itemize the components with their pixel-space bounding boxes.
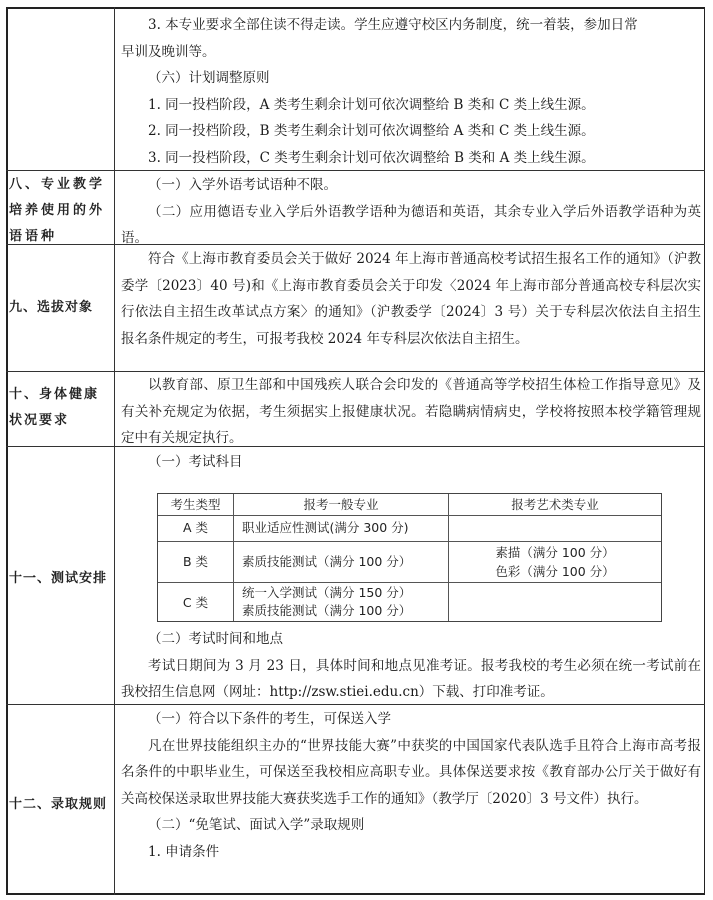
table-cell-type: B 类 bbox=[182, 554, 209, 569]
table-row-divider bbox=[158, 541, 661, 542]
row-label-selection-target: 九、选拔对象 bbox=[9, 300, 94, 315]
list-item: 3. 同一投档阶段，C 类考生剩余计划可依次调整给 B 类和 A 类上线生源。 bbox=[148, 149, 595, 166]
table-header-art: 报考艺术类专业 bbox=[511, 497, 599, 512]
row-foreign-language-content bbox=[121, 172, 701, 252]
paragraph: （二）应用德语专业入学后外语教学语种为德语和英语，其余专业入学后外语教学语种为英语。 bbox=[121, 203, 701, 246]
list-item: 2. 同一投档阶段，B 类考生剩余计划可依次调整给 A 类和 C 类上线生源。 bbox=[148, 123, 595, 139]
paragraph: 早训及晚训等。 bbox=[121, 43, 216, 60]
row-label-foreign-language: 八、专业教学培养使用的外语语种 bbox=[9, 177, 106, 244]
section-heading: （一）符合以下条件的考生，可保送入学 bbox=[148, 711, 391, 727]
paragraph: 以教育部、原卫生部和中国残疾人联合会印发的《普通高等学校招生体检工作指导意见》及有关补充规定为依据，考生须据实上报健康状况。若隐瞒病情病史，学校将按照本校学籍管理规定中有关规定执行。 bbox=[121, 377, 701, 446]
list-item: 1. 申请条件 bbox=[148, 843, 220, 860]
row-label-test-arrangement: 十一、测试安排 bbox=[9, 571, 108, 586]
row-continuation-content bbox=[121, 12, 701, 171]
section-heading: （二）“免笔试、面试入学”录取规则 bbox=[148, 817, 365, 833]
table-cell-art: 色彩（满分 100 分） bbox=[495, 564, 615, 579]
column-divider bbox=[114, 7, 115, 895]
list-item: 1. 同一投档阶段，A 类考生剩余计划可依次调整给 B 类和 C 类上线生源。 bbox=[148, 96, 595, 113]
table-cell-general: 素质技能测试（满分 100 分） bbox=[242, 603, 412, 618]
table-cell-type: C 类 bbox=[182, 595, 209, 610]
section-heading: （二）考试时间和地点 bbox=[148, 631, 283, 647]
table-header-general: 报考一般专业 bbox=[303, 497, 379, 512]
paragraph: 3. 本专业要求全部住读不得走读。学生应遵守校区内务制度，统一着装，参加日常 bbox=[148, 17, 638, 33]
paragraph: 凡在世界技能组织主办的“世界技能大赛”中获奖的中国国家代表队选手且符合上海市高考报名条件的中职毕业生，可保送至我校相应高职专业。具体保送要求按《教育部办公厅关于做好有关高校保送录取世界技能大赛获奖选手工作的通知》（教学厅〔2020〕3 号文件）执行。 bbox=[121, 737, 701, 807]
table-cell-art: 素描（满分 100 分） bbox=[495, 545, 615, 560]
table-header-type: 考生类型 bbox=[170, 497, 221, 512]
table-cell-general: 素质技能测试（满分 100 分） bbox=[242, 554, 412, 569]
paragraph: 符合《上海市教育委员会关于做好 2024 年上海市普通高校考试招生报名工作的通知》（沪教委学〔2023〕40 号)和《上海市教育委员会关于印发〈2024 年上海市部分普通高校专科层次实行依法自主招生改革试点方案〉的通知》（沪教委学〔2024〕3 号）关于专科层次依法自主招生报名条件规定的考生，可报考我校 2024 年专科层次依法自主招生。 bbox=[121, 251, 701, 347]
exam-subjects-table bbox=[157, 493, 662, 622]
row-selection-target-content bbox=[121, 246, 701, 352]
row-test-arrangement-heading bbox=[121, 449, 701, 476]
row-test-arrangement-time bbox=[121, 626, 701, 706]
section-heading: （一）考试科目 bbox=[148, 454, 243, 470]
section-heading: （六）计划调整原则 bbox=[148, 70, 270, 86]
table-cell-general: 统一入学测试（满分 150 分） bbox=[242, 585, 412, 600]
row-label-health-requirements: 十、身体健康状况要求 bbox=[9, 387, 100, 428]
table-row-divider bbox=[158, 515, 661, 516]
paragraph: （一）入学外语考试语种不限。 bbox=[148, 177, 337, 193]
paragraph: 考试日期间为 3 月 23 日，具体时间和地点见准考证。报考我校的考生必须在统一考试前在我校招生信息网（网址：http://zsw.stiei.edu.cn）下载、打印准考证。 bbox=[121, 657, 701, 700]
table-cell-type: A 类 bbox=[182, 520, 209, 535]
row-health-requirements-content bbox=[121, 372, 701, 452]
row-label-admission-rules: 十二、录取规则 bbox=[9, 797, 108, 812]
row-admission-rules-content bbox=[121, 706, 701, 865]
table-cell-general: 职业适应性测试(满分 300 分) bbox=[242, 520, 409, 535]
